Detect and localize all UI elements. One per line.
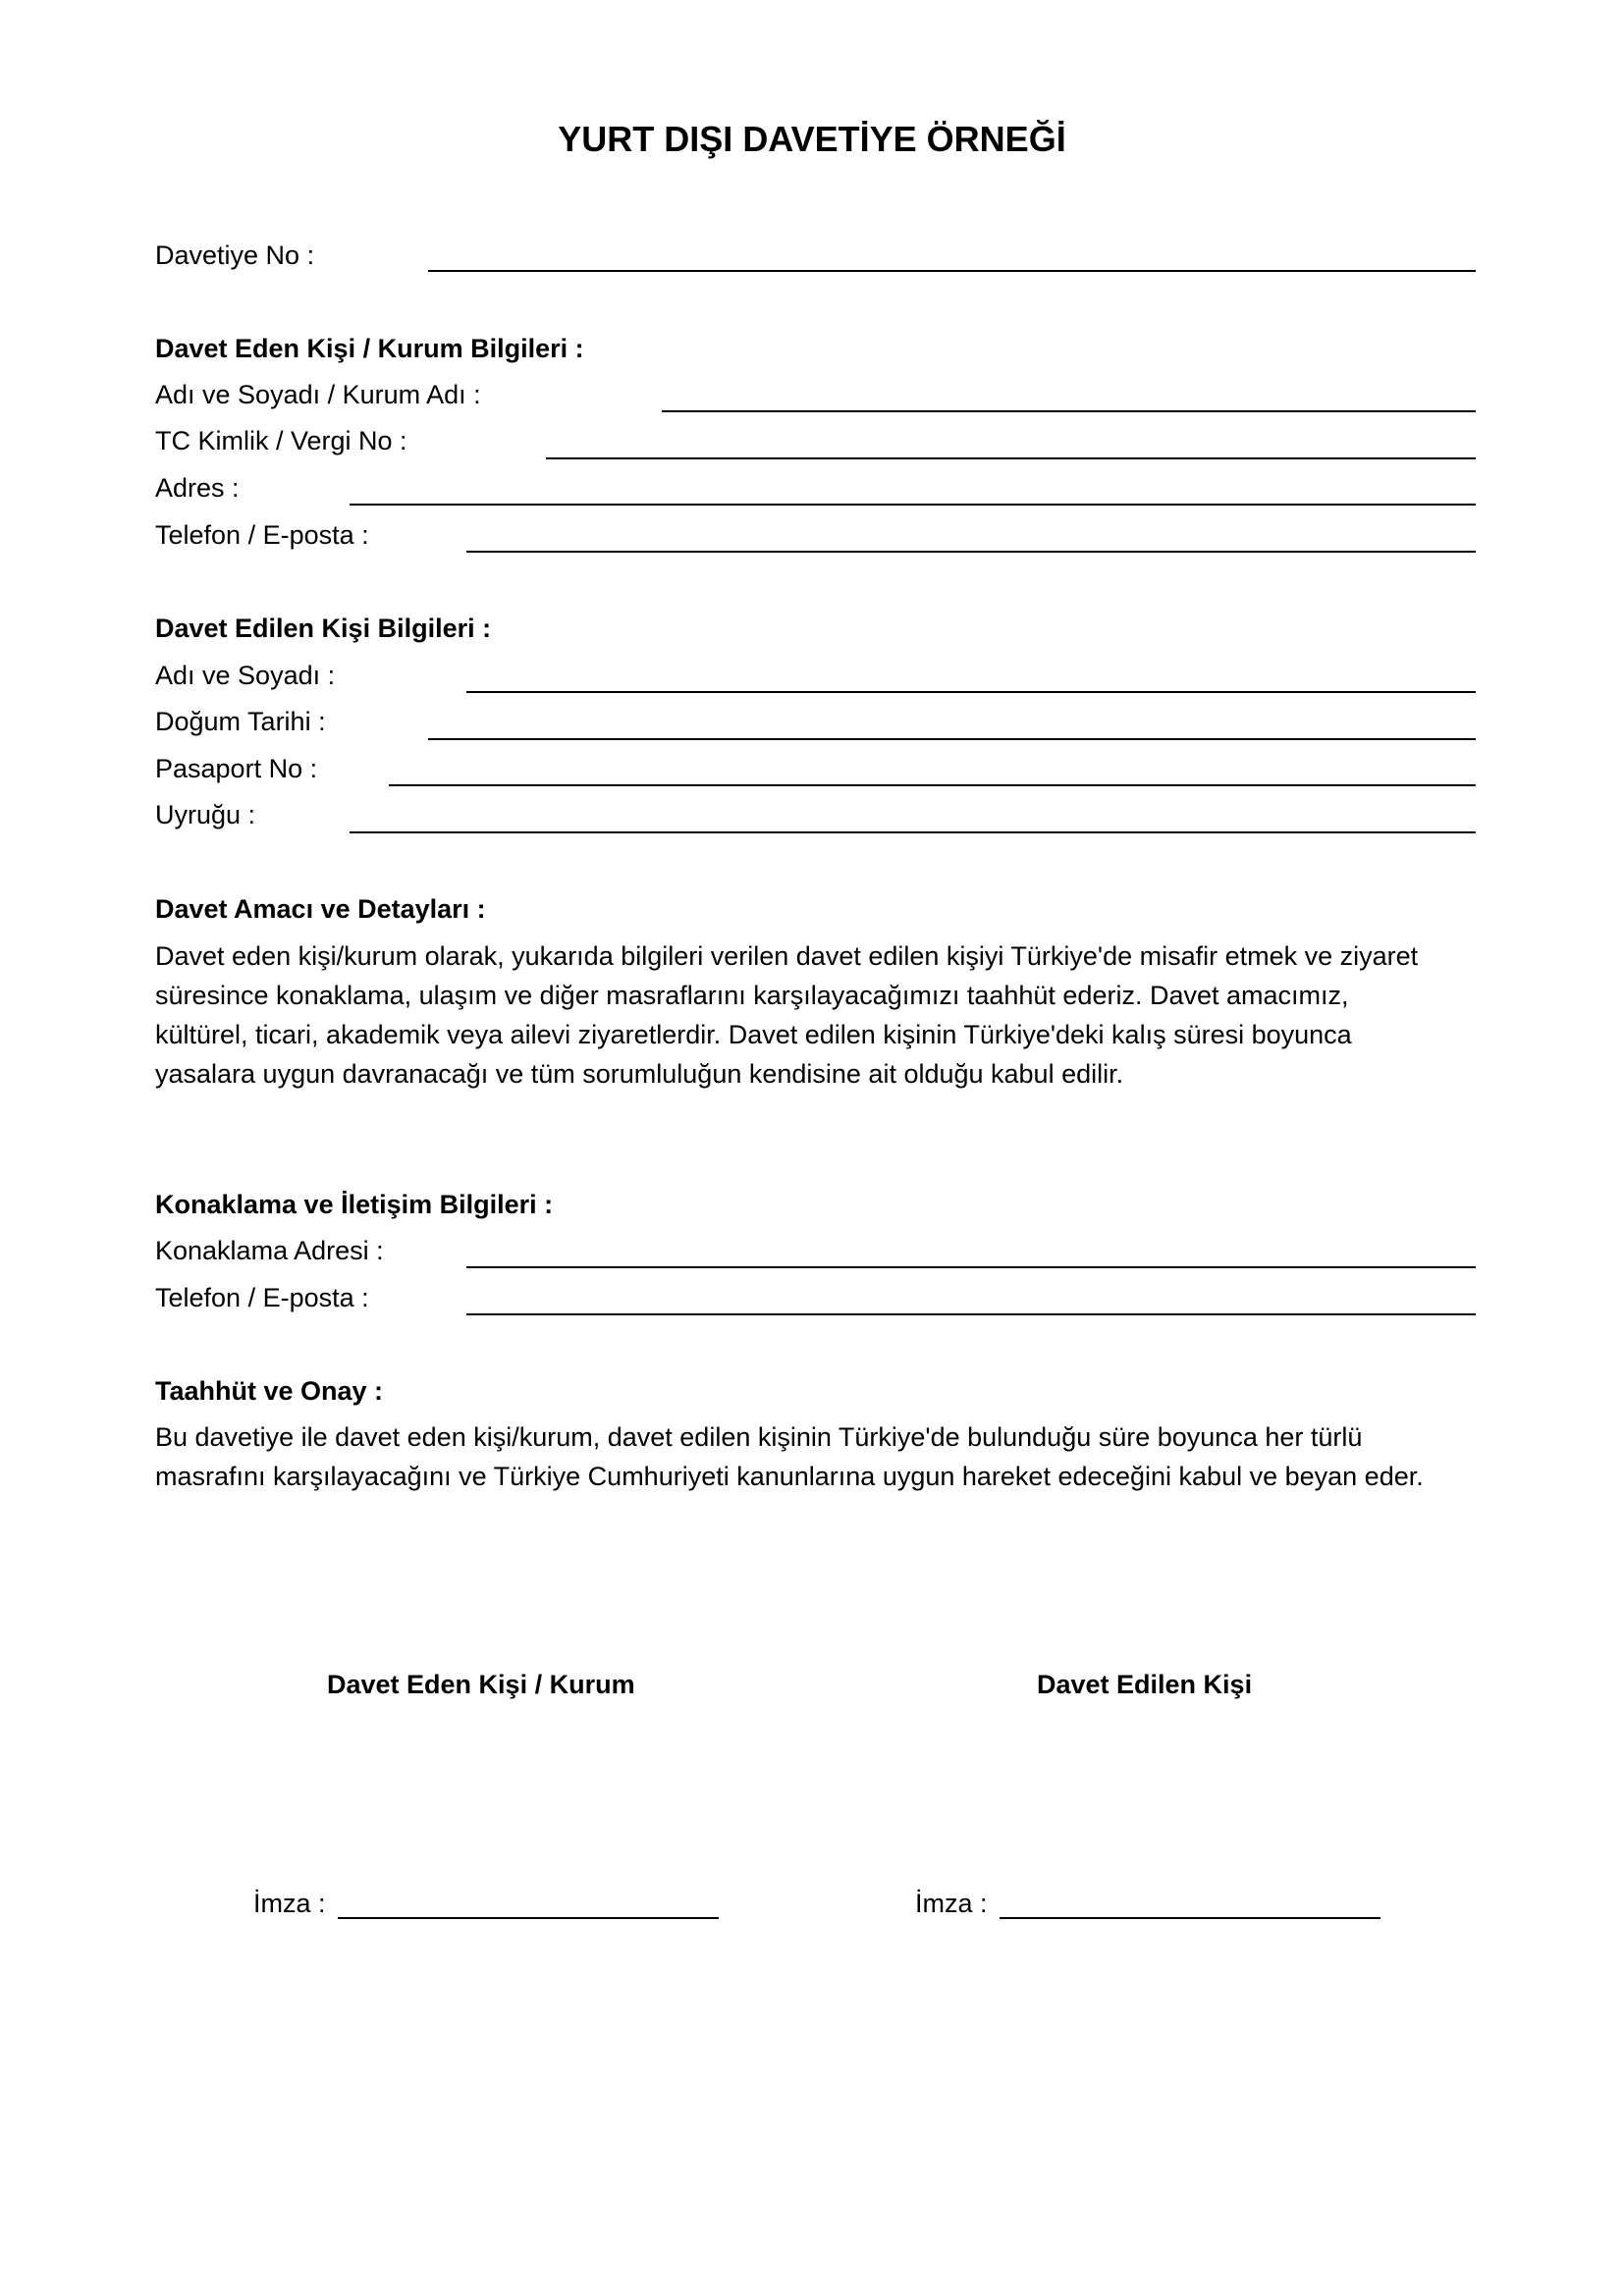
invitee-section-heading: Davet Edilen Kişi Bilgileri : (155, 614, 492, 643)
invitee-name-label: Adı ve Soyadı : (155, 661, 336, 690)
invitee-passport-field[interactable] (389, 784, 1476, 786)
inviter-address-field[interactable] (350, 504, 1476, 506)
purpose-line: Davet eden kişi/kurum olarak, yukarıda bilgileri verilen davet edilen kişiyi Türkiye'de misafir etmek ve ziyaret (155, 941, 1419, 971)
invitee-signature-field[interactable] (1000, 1917, 1380, 1919)
inviter-contact-field[interactable] (466, 551, 1476, 553)
inviter-signature-heading: Davet Eden Kişi / Kurum (327, 1670, 635, 1699)
commitment-line: masrafını karşılayacağını ve Türkiye Cumhuriyeti kanunlarına uygun hareket edeceğini kabul ve beyan eder. (155, 1462, 1424, 1491)
invitee-birthdate-label: Doğum Tarihi : (155, 707, 326, 736)
commitment-paragraph (155, 1417, 1490, 1496)
accommodation-address-field[interactable] (466, 1266, 1476, 1268)
purpose-paragraph (155, 936, 1490, 1094)
inviter-signature-label: İmza : (253, 1889, 326, 1918)
purpose-line: süresince konaklama, ulaşım ve diğer masraflarını karşılayacağımızı taahhüt ederiz. Davet amacımız, (155, 981, 1349, 1010)
inviter-name-label: Adı ve Soyadı / Kurum Adı : (155, 380, 481, 409)
accommodation-contact-field[interactable] (466, 1313, 1476, 1315)
inviter-section-heading: Davet Eden Kişi / Kurum Bilgileri : (155, 334, 584, 363)
inviter-contact-label: Telefon / E-posta : (155, 520, 369, 550)
invitation-no-field[interactable] (428, 270, 1476, 272)
inviter-id-field[interactable] (546, 457, 1476, 459)
purpose-line: kültürel, ticari, akademik veya ailevi ziyaretlerdir. Davet edilen kişinin Türkiye'deki kalış süresi boyunca (155, 1020, 1352, 1049)
inviter-id-label: TC Kimlik / Vergi No : (155, 426, 407, 455)
purpose-line: yasalara uygun davranacağı ve tüm sorumluluğun kendisine ait olduğu kabul edilir. (155, 1059, 1124, 1089)
invitee-birthdate-field[interactable] (428, 738, 1476, 740)
commitment-line: Bu davetiye ile davet eden kişi/kurum, davet edilen kişinin Türkiye'de bulunduğu süre boyunca her türlü (155, 1422, 1363, 1452)
inviter-address-label: Adres : (155, 473, 240, 503)
accommodation-address-label: Konaklama Adresi : (155, 1236, 384, 1265)
invitee-passport-label: Pasaport No : (155, 754, 318, 783)
inviter-name-field[interactable] (662, 410, 1476, 412)
commitment-section-heading: Taahhüt ve Onay : (155, 1376, 384, 1406)
invitee-signature-label: İmza : (915, 1889, 988, 1918)
invitee-nationality-field[interactable] (350, 831, 1476, 833)
invitee-signature-heading: Davet Edilen Kişi (1037, 1670, 1253, 1699)
accommodation-section-heading: Konaklama ve İletişim Bilgileri : (155, 1190, 554, 1219)
invitee-nationality-label: Uyruğu : (155, 800, 256, 829)
invitee-name-field[interactable] (466, 691, 1476, 693)
purpose-section-heading: Davet Amacı ve Detayları : (155, 894, 486, 924)
document-title: YURT DIŞI DAVETİYE ÖRNEĞİ (558, 119, 1066, 159)
inviter-signature-field[interactable] (338, 1917, 719, 1919)
accommodation-contact-label: Telefon / E-posta : (155, 1283, 369, 1312)
invitation-no-label: Davetiye No : (155, 240, 315, 270)
